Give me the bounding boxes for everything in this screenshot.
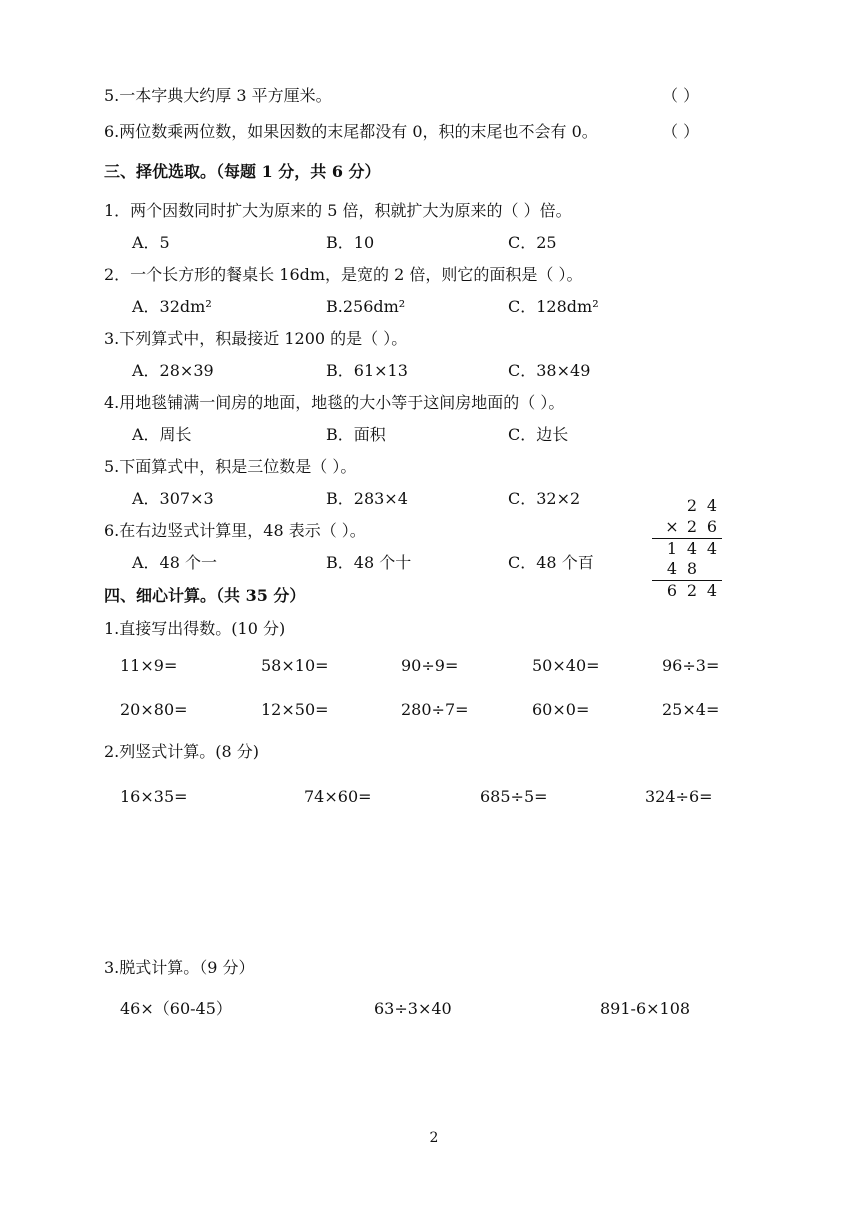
s3-q6-opt-a: A．48 个一: [132, 553, 218, 572]
s4-p3-item: 63÷3×40: [374, 999, 452, 1018]
judge-q6-paren: （ ）: [662, 122, 700, 141]
s3-q2-opt-c: C．128dm²: [508, 297, 599, 316]
s4-p2-item: 685÷5=: [480, 787, 548, 806]
s4-p1-r1-item: 50×40=: [532, 656, 600, 675]
s3-q6-opt-c: C．48 个百: [508, 553, 594, 572]
s4-p3-title: 3.脱式计算。（9 分）: [104, 958, 255, 977]
s3-q4: 4.用地毯铺满一间房的地面，地毯的大小等于这间房地面的（ ）。: [104, 393, 565, 412]
s4-p1-r2-item: 280÷7=: [401, 700, 469, 719]
s4-p1-r2-item: 12×50=: [261, 700, 329, 719]
s3-q1: 1．两个因数同时扩大为原来的 5 倍，积就扩大为原来的（ ）倍。: [104, 201, 572, 220]
vert-digit: 4: [706, 539, 718, 558]
s4-p1-r1-item: 58×10=: [261, 656, 329, 675]
judge-q5: 5.一本字典大约厚 3 平方厘米。: [104, 86, 332, 105]
s3-q2-opt-b: B.256dm²: [326, 297, 406, 316]
s3-q3-opt-b: B．61×13: [326, 361, 408, 380]
s3-q5-opt-b: B．283×4: [326, 489, 408, 508]
s4-p1-title: 1.直接写出得数。(10 分): [104, 619, 286, 638]
s4-p1-r2-item: 25×4=: [662, 700, 720, 719]
vertical-multiplication: [640, 496, 722, 600]
s3-q5-opt-c: C．32×2: [508, 489, 581, 508]
vert-digit: 6: [666, 581, 678, 600]
s4-p3-item: 891-6×108: [600, 999, 691, 1018]
vert-digit: 4: [706, 496, 718, 515]
vert-digit: 1: [666, 539, 678, 558]
vert-digit: 8: [686, 559, 698, 578]
s4-p3-item: 46×（60-45）: [120, 999, 232, 1018]
s3-q1-opt-c: C．25: [508, 233, 557, 252]
s3-q4-opt-c: C．边长: [508, 425, 569, 444]
vert-digit: 4: [706, 581, 718, 600]
vert-digit: 4: [666, 559, 678, 578]
vert-row-1: [640, 496, 722, 516]
s3-q6-opt-b: B．48 个十: [326, 553, 412, 572]
vert-digit: 2: [686, 581, 698, 600]
s3-q2: 2．一个长方形的餐桌长 16dm，是宽的 2 倍，则它的面积是（ ）。: [104, 265, 583, 284]
s4-p1-r1-item: 96÷3=: [662, 656, 720, 675]
page-number: 2: [429, 1130, 439, 1146]
section3-title: 三、择优选取。（每题 1 分，共 6 分）: [104, 162, 381, 181]
vert-digit: 6: [706, 517, 718, 536]
s3-q1-opt-b: B．10: [326, 233, 375, 252]
vert-times-sign: ×: [665, 517, 679, 536]
s4-p1-r2-item: 20×80=: [120, 700, 188, 719]
s3-q2-opt-a: A．32dm²: [132, 297, 212, 316]
s4-p2-item: 16×35=: [120, 787, 188, 806]
s4-p2-item: 74×60=: [304, 787, 372, 806]
section4-title: 四、细心计算。（共 35 分）: [104, 586, 306, 605]
s3-q3: 3.下列算式中，积最接近 1200 的是（ ）。: [104, 329, 408, 348]
s3-q3-opt-c: C．38×49: [508, 361, 591, 380]
vert-digit: 2: [686, 496, 698, 515]
vert-row-2: [640, 517, 722, 537]
s4-p2-title: 2.列竖式计算。(8 分): [104, 742, 260, 761]
s3-q6: 6.在右边竖式计算里，48 表示（ ）。: [104, 521, 366, 540]
vert-row-4: [640, 559, 722, 579]
s4-p1-r1-item: 90÷9=: [401, 656, 459, 675]
s3-q3-opt-a: A．28×39: [132, 361, 214, 380]
s4-p1-r1-item: 11×9=: [120, 656, 178, 675]
judge-q5-paren: （ ）: [662, 86, 700, 105]
vert-digit: 4: [686, 539, 698, 558]
s4-p2-item: 324÷6=: [645, 787, 713, 806]
s3-q4-opt-a: A．周长: [132, 425, 192, 444]
vert-row-5: [640, 581, 722, 601]
s3-q5-opt-a: A．307×3: [132, 489, 214, 508]
s3-q5: 5.下面算式中，积是三位数是（ ）。: [104, 457, 357, 476]
s3-q4-opt-b: B．面积: [326, 425, 386, 444]
judge-q6: 6.两位数乘两位数，如果因数的末尾都没有 0，积的末尾也不会有 0。: [104, 122, 598, 141]
vert-row-3: [640, 539, 722, 559]
s4-p1-r2-item: 60×0=: [532, 700, 590, 719]
s3-q1-opt-a: A．5: [132, 233, 170, 252]
vert-digit: 2: [686, 517, 698, 536]
